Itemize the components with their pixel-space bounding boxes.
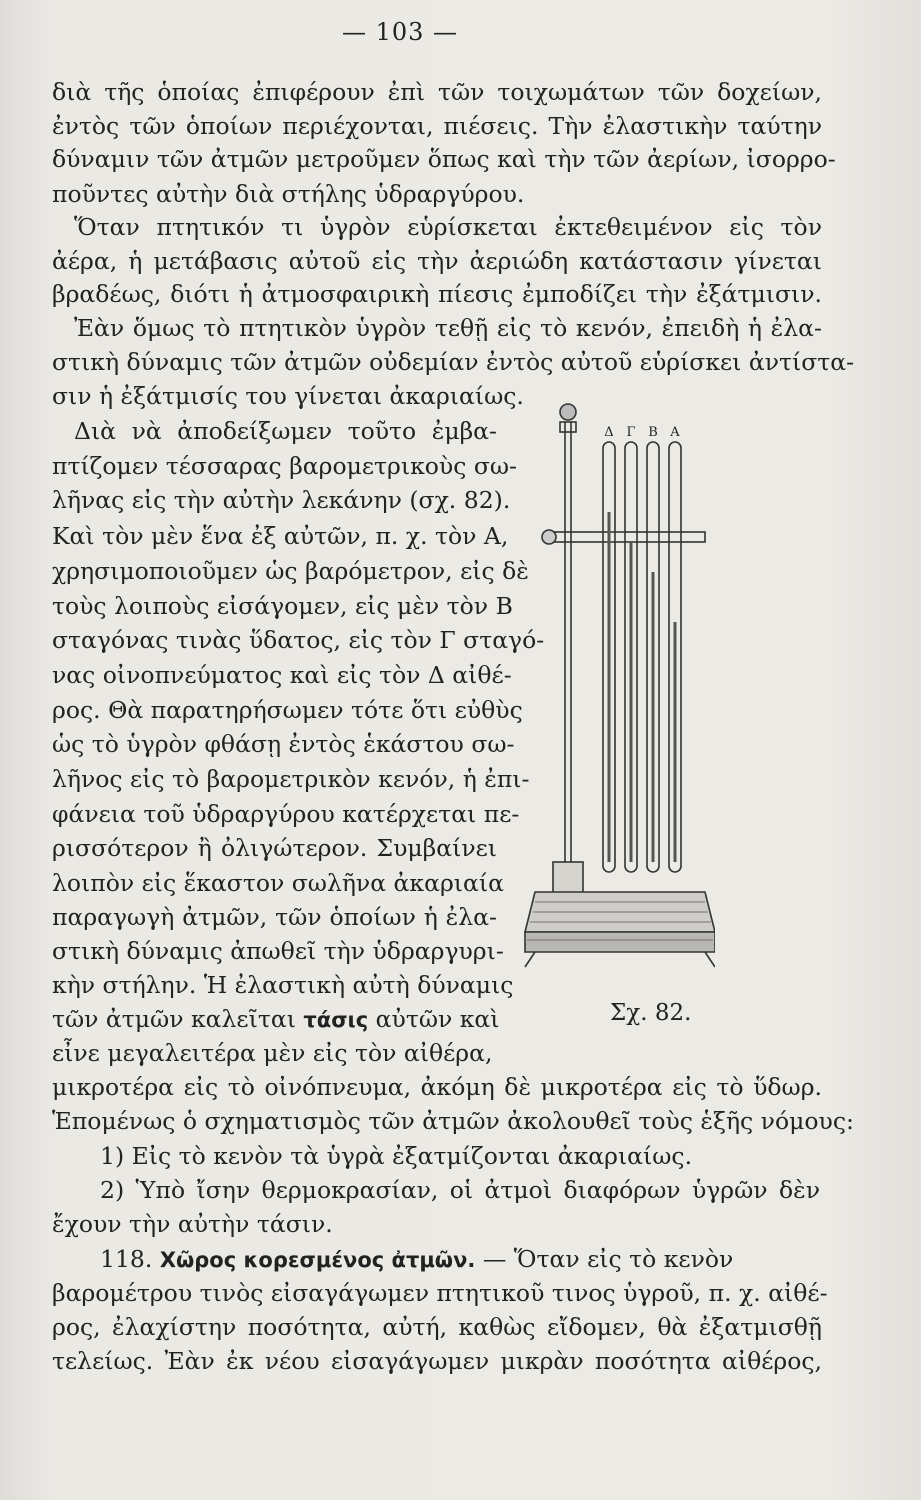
column-text-line: παραγωγὴ ἀτμῶν, τῶν ὁποίων ἡ ἐλα-	[52, 903, 497, 931]
emphasized-term-tasis: τάσις	[303, 1008, 369, 1032]
text-line: ἐντὸς τῶν ὁποίων περιέχονται, πιέσεις. Τὴν ἐλαστικὴν ταύτην	[52, 112, 822, 140]
text-line: βραδέως, διότι ἡ ἀτμοσφαιρικὴ πίεσις ἐμποδίζει τὴν ἐξάτμισιν.	[52, 280, 822, 308]
column-text-line: νας οἰνοπνεύματος καὶ εἰς τὸν Δ αἰθέ-	[52, 661, 512, 689]
stand-knob	[560, 404, 576, 420]
text-segment: αὐτῶν καὶ	[368, 1005, 500, 1033]
column-text-line: λοιπὸν εἰς ἕκαστον σωλῆνα ἀκαριαία	[52, 869, 504, 897]
tube-b	[625, 442, 637, 872]
text-line: διὰ τῆς ὁποίας ἐπιφέρουν ἐπὶ τῶν τοιχωμάτων τῶν δοχείων,	[52, 78, 822, 106]
tube-label: Δ	[604, 425, 614, 440]
column-text-line: πτίζομεν τέσσαρας βαρομετρικοὺς σω-	[52, 452, 517, 480]
column-text-line: χρησιμοποιοῦμεν ὡς βαρόμετρον, εἰς δὲ	[52, 557, 529, 585]
column-text-line: φάνεια τοῦ ὑδραργύρου κατέρχεται πε-	[52, 800, 520, 828]
page-number: — 103 —	[341, 18, 459, 46]
text-line: Ἑπομένως ὁ σχηματισμὸς τῶν ἀτμῶν ἀκολουθεῖ τοὺς ἑξῆς νόμους:	[52, 1107, 854, 1135]
column-text-line: Διὰ νὰ ἀποδείξωμεν τοῦτο ἐμβα-	[74, 417, 497, 445]
text-line: ρος, ἐλαχίστην ποσότητα, αὐτή, καθὼς εἴδομεν, θὰ ἐξατμισθῇ	[52, 1313, 822, 1341]
text-line: τελείως. Ἐὰν ἐκ νέου εἰσαγάγωμεν μικρὰν ποσότητα αἰθέρος,	[52, 1347, 822, 1375]
text-segment: τῶν ἀτμῶν καλεῖται	[52, 1005, 304, 1033]
column-text-line: λῆνος εἰς τὸ βαρομετρικὸν κενόν, ἡ ἐπι-	[52, 765, 530, 793]
column-text-line: ρισσότερον ἢ ὀλιγώτερον. Συμβαίνει	[52, 834, 497, 862]
text-line: δύναμιν τῶν ἀτμῶν μετροῦμεν ὅπως καὶ τὴν τῶν ἀερίων, ἰσορρο-	[52, 145, 836, 173]
column-text-line: ρος. Θὰ παρατηρήσωμεν τότε ὅτι εὐθὺς	[52, 696, 523, 724]
law-item: 2) Ὑπὸ ἴσην θερμοκρασίαν, οἱ ἀτμοὶ διαφόρων ὑγρῶν δὲν	[100, 1176, 820, 1204]
section-heading-line	[100, 1243, 820, 1276]
tube-label: Β	[648, 425, 658, 440]
section-text: — Ὅταν εἰς τὸ κενὸν	[475, 1245, 734, 1273]
law-item: ἔχουν τὴν αὐτὴν τάσιν.	[52, 1210, 333, 1238]
column-text-line	[52, 1003, 500, 1036]
column-text-line: ὡς τὸ ὑγρὸν φθάσῃ ἐντὸς ἑκάστου σω-	[52, 730, 515, 758]
column-text-line: εἶνε μεγαλειτέρα μὲν εἰς τὸν αἰθέρα,	[52, 1039, 493, 1067]
text-line: μικροτέρα εἰς τὸ οἰνόπνευμα, ἀκόμη δὲ μικροτέρα εἰς τὸ ὕδωρ.	[52, 1073, 822, 1101]
text-line: Ἐὰν ὅμως τὸ πτητικὸν ὑγρὸν τεθῇ εἰς τὸ κενόν, ἐπειδὴ ἡ ἐλα-	[74, 314, 822, 342]
column-text-line: τοὺς λοιποὺς εἰσάγομεν, εἰς μὲν τὸν Β	[52, 592, 513, 620]
column-text-line: στικὴ δύναμις ἀπωθεῖ τὴν ὑδραργυρι-	[52, 937, 504, 965]
text-line: βαρομέτρου τινὸς εἰσαγάγωμεν πτητικοῦ τινος ὑγροῦ, π. χ. αἰθέ-	[52, 1279, 828, 1307]
tube-c	[647, 442, 659, 872]
figure-caption: Σχ. 82.	[610, 1000, 692, 1026]
tube-d	[669, 442, 681, 872]
figure-barometric-tubes	[505, 392, 715, 992]
section-title: Χῶρος κορεσμένος ἀτμῶν.	[159, 1248, 476, 1272]
column-text-line: κὴν στήλην. Ἡ ἐλαστικὴ αὐτὴ δύναμις	[52, 971, 514, 999]
text-line: σιν ἡ ἐξάτμισίς του γίνεται ἀκαριαίως.	[52, 382, 524, 410]
law-item: 1) Εἰς τὸ κενὸν τὰ ὑγρὰ ἐξατμίζονται ἀκαριαίως.	[100, 1142, 693, 1170]
column-text-line: λῆνας εἰς τὴν αὐτὴν λεκάνην (σχ. 82).	[52, 486, 511, 514]
column-text-line: σταγόνας τινὰς ὕδατος, εἰς τὸν Γ σταγό-	[52, 626, 545, 654]
text-line: ἀέρα, ἡ μετάβασις αὐτοῦ εἰς τὴν ἀεριώδη κατάστασιν γίνεται	[52, 247, 822, 275]
section-number: 118.	[100, 1245, 153, 1273]
tube-label: Α	[670, 425, 680, 440]
text-line: Ὅταν πτητικόν τι ὑγρὸν εὑρίσκεται ἐκτεθειμένον εἰς τὸν	[74, 213, 822, 241]
tube-a	[603, 442, 615, 872]
tube-label: Γ	[626, 425, 636, 440]
column-text-line: Καὶ τὸν μὲν ἕνα ἐξ αὐτῶν, π. χ. τὸν Α,	[52, 522, 509, 550]
text-line: ποῦντες αὐτὴν διὰ στήλης ὑδραργύρου.	[52, 180, 525, 208]
text-line: στικὴ δύναμις τῶν ἀτμῶν οὐδεμίαν ἐντὸς αὐτοῦ εὑρίσκει ἀντίστα-	[52, 348, 855, 376]
